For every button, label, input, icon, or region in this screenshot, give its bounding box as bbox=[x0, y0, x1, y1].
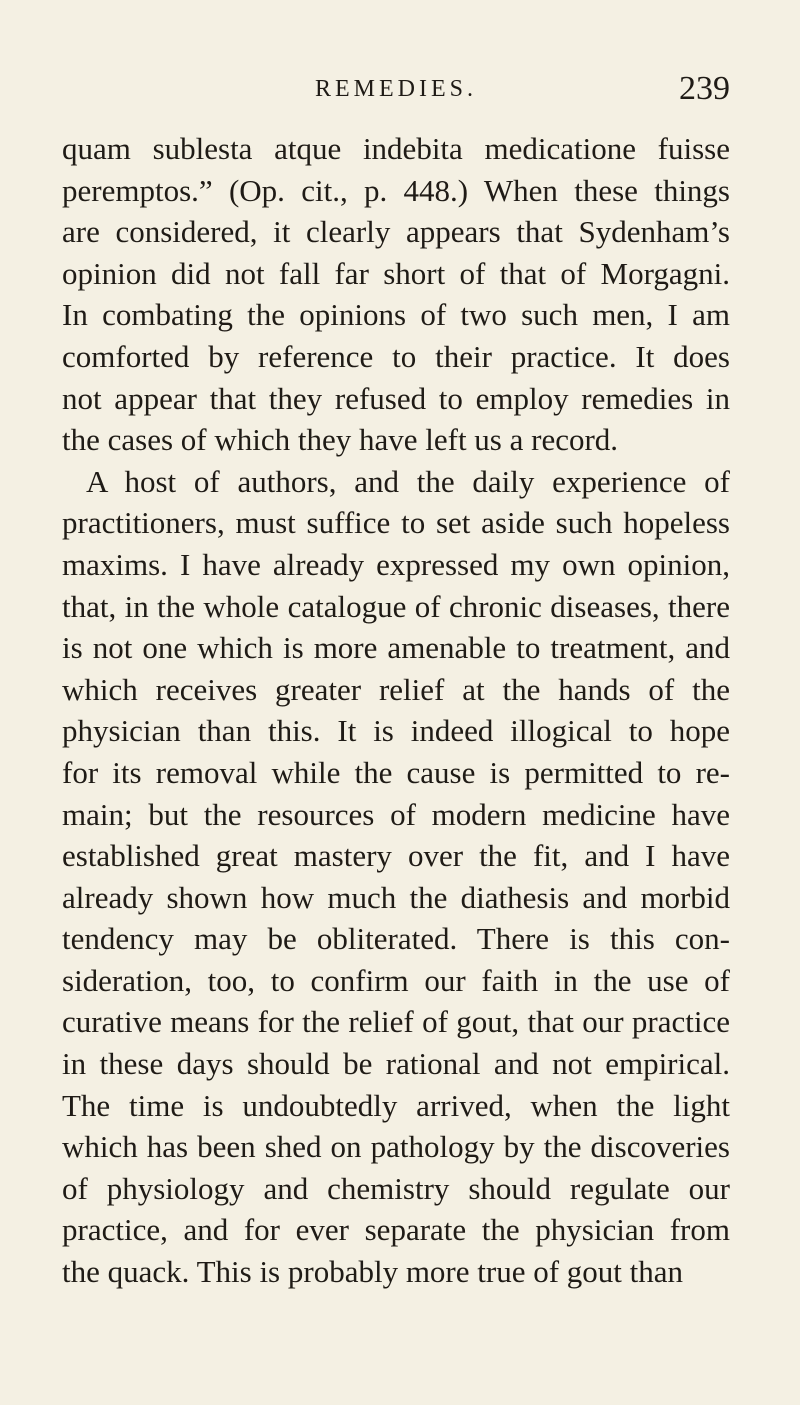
text-line: the quack. This is probably more true of gout than bbox=[62, 1254, 684, 1290]
text-line: the cases of which they have left us a record. bbox=[62, 422, 619, 458]
text-line: already shown how much the diathesis and morbid bbox=[62, 879, 730, 915]
text-line: physician than this. It is indeed illogical to hope bbox=[62, 713, 730, 749]
text-line: in these days should be rational and not empirical. bbox=[62, 1046, 730, 1082]
text-line: practitioners, must suffice to set aside such hopeless bbox=[62, 505, 730, 541]
text-line: for its removal while the cause is permitted to re- bbox=[62, 754, 730, 790]
text-line: practice, and for ever separate the physician from bbox=[62, 1212, 730, 1248]
text-line: is not one which is more amenable to treatment, and bbox=[62, 630, 730, 666]
text-line: peremptos.” (Op. cit., p. 448.) When these things bbox=[62, 172, 730, 208]
text-line: curative means for the relief of gout, that our practice bbox=[62, 1004, 730, 1040]
text-line: maxims. I have already expressed my own opinion, bbox=[62, 546, 730, 582]
text-line: which has been shed on pathology by the discoveries bbox=[62, 1129, 730, 1165]
text-line: In combating the opinions of two such men, I am bbox=[62, 297, 730, 333]
text-line: The time is undoubtedly arrived, when the light bbox=[62, 1087, 730, 1123]
text-line: opinion did not fall far short of that of Morgagni. bbox=[62, 255, 730, 291]
text-line: comforted by reference to their practice. It does bbox=[62, 338, 730, 374]
text-line: are considered, it clearly appears that Sydenham’s bbox=[62, 214, 730, 250]
text-line: tendency may be obliterated. There is this con- bbox=[62, 921, 730, 957]
text-line: not appear that they refused to employ remedies in bbox=[62, 380, 730, 416]
text-line: which receives greater relief at the hands of the bbox=[62, 671, 730, 707]
body-text bbox=[62, 128, 730, 1293]
text-line: that, in the whole catalogue of chronic diseases, there bbox=[62, 588, 730, 624]
text-line: of physiology and chemistry should regulate our bbox=[62, 1170, 730, 1206]
page-number: 239 bbox=[679, 70, 730, 107]
text-line: A host of authors, and the daily experience of bbox=[86, 463, 730, 499]
running-title: REMEDIES. bbox=[315, 76, 477, 102]
text-line: main; but the resources of modern medicine have bbox=[62, 796, 730, 832]
running-head bbox=[62, 70, 730, 116]
text-line: quam sublesta atque indebita medicatione fuisse bbox=[62, 131, 730, 166]
text-line: sideration, too, to confirm our faith in the use of bbox=[62, 962, 730, 998]
text-line: established great mastery over the fit, and I have bbox=[62, 838, 730, 874]
